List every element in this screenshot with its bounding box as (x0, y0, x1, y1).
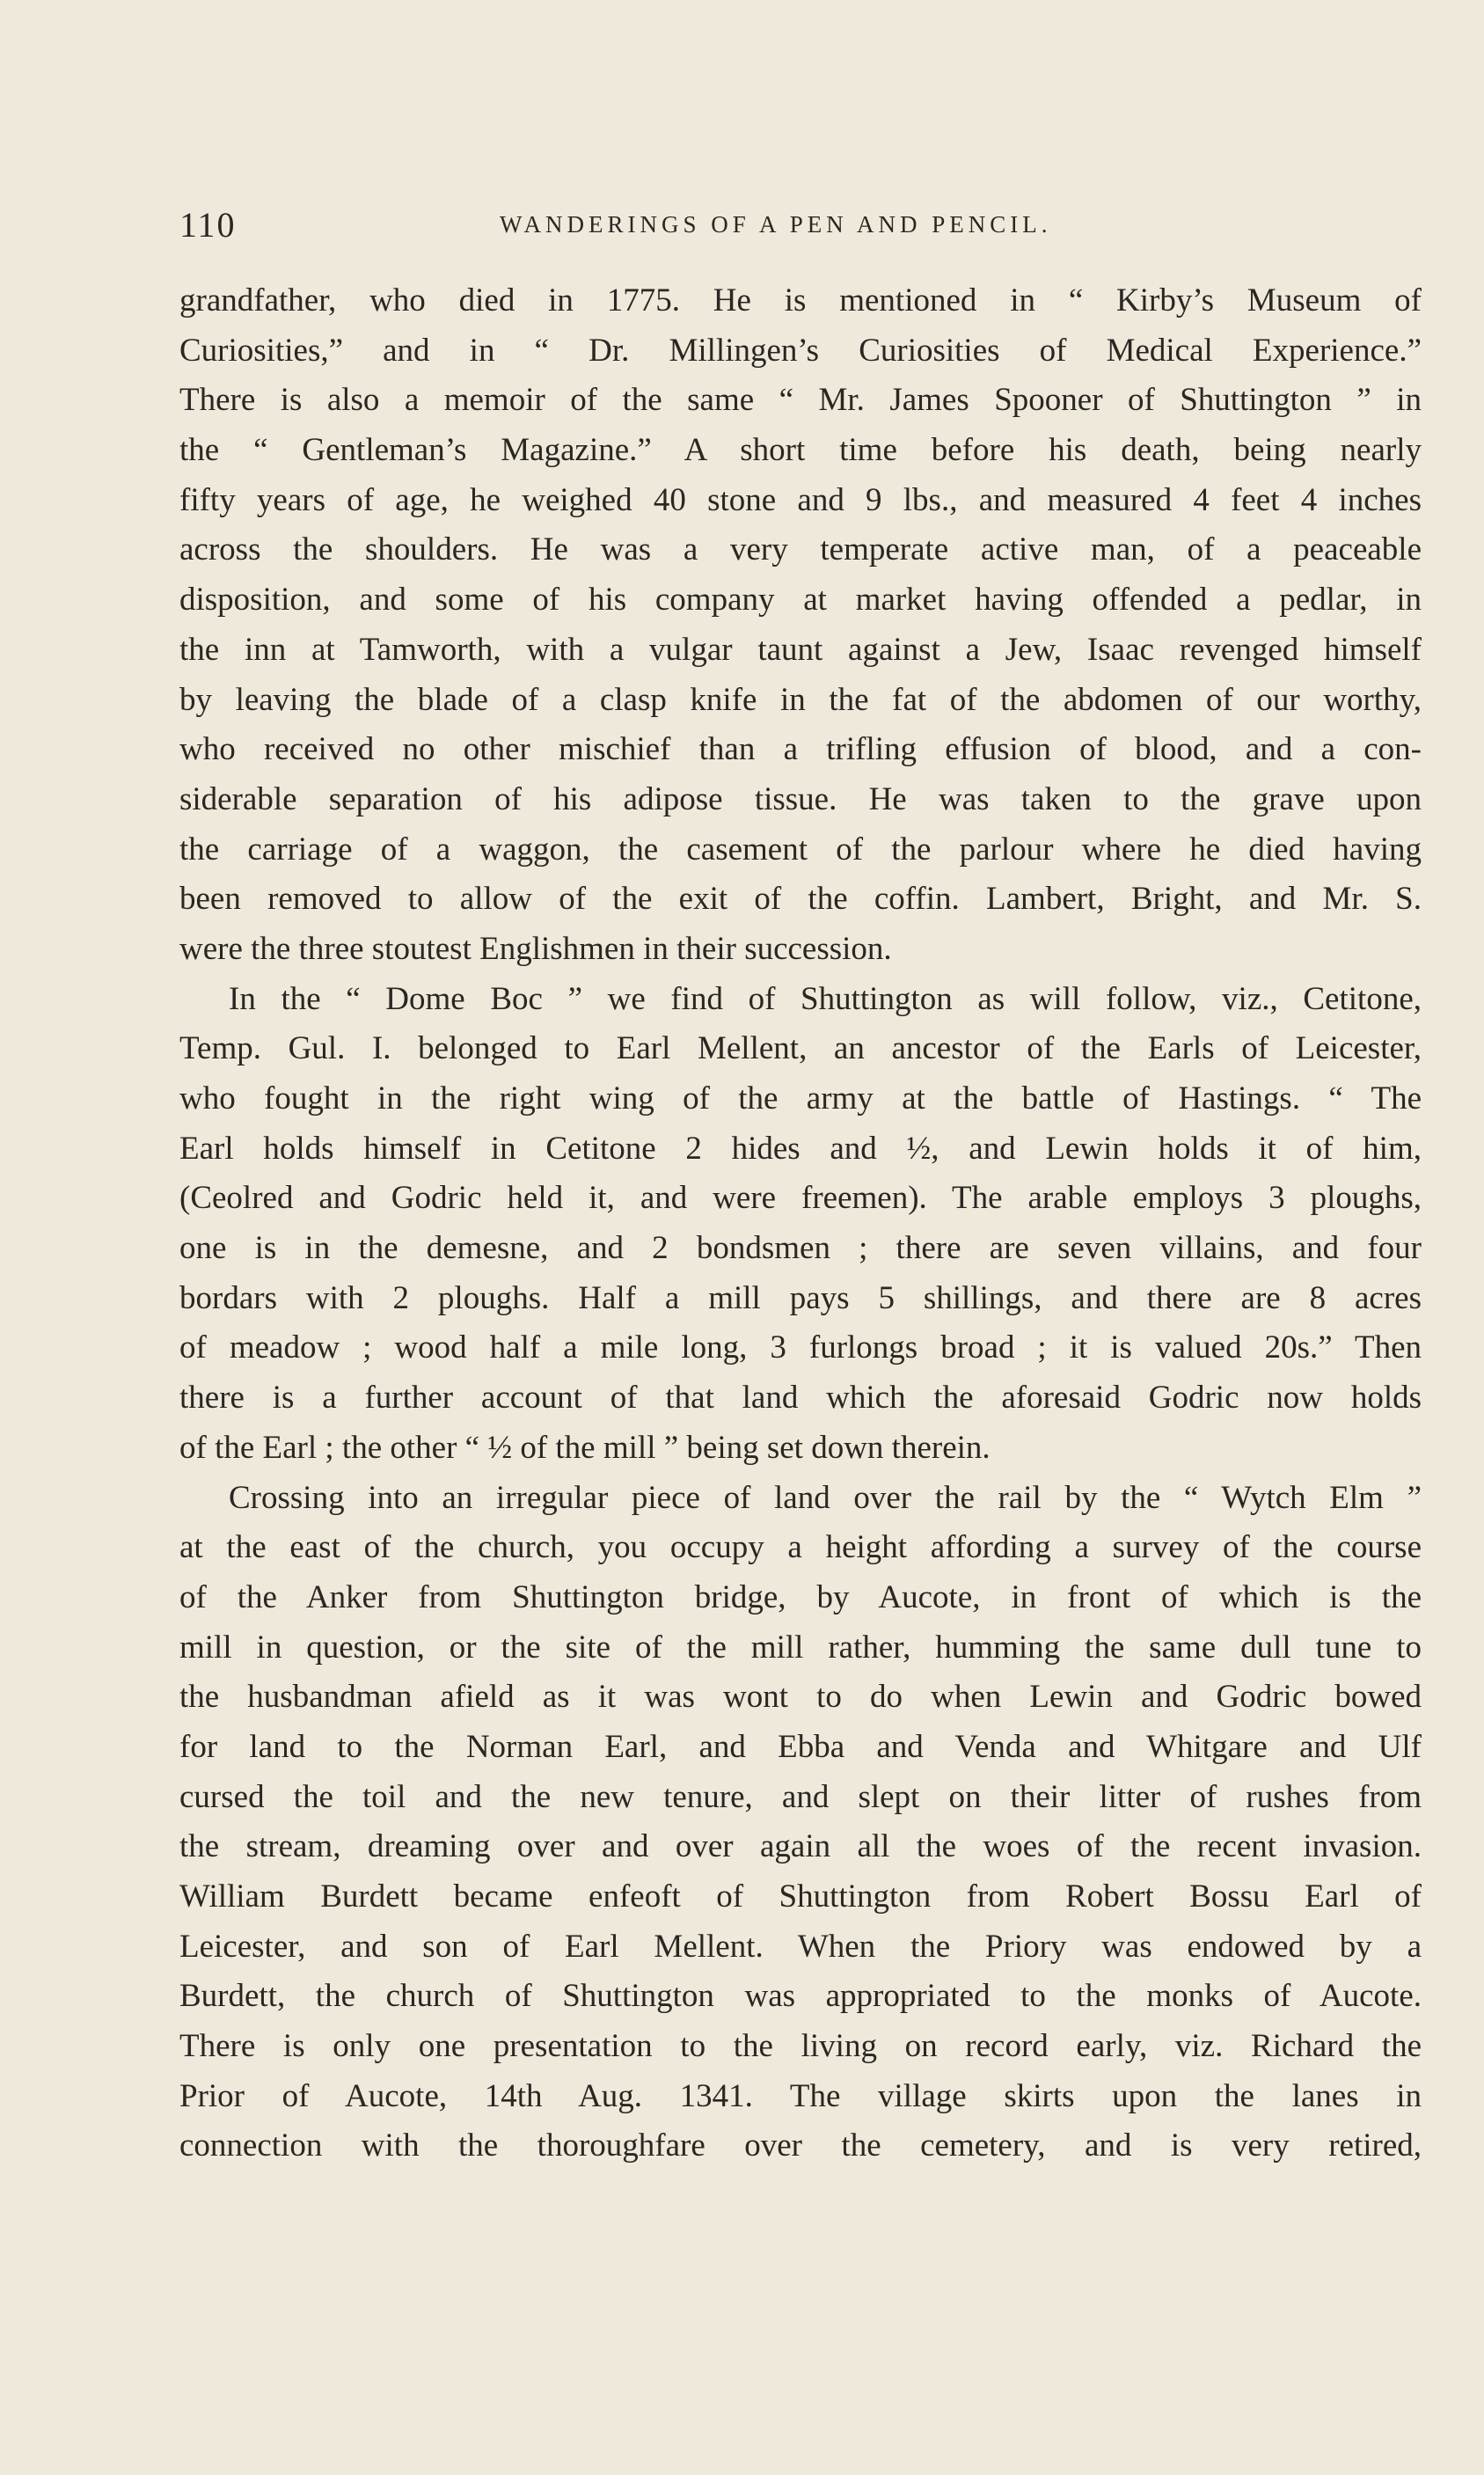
text-line: There is also a memoir of the same “ Mr. James Spooner of Shuttington ” in (179, 382, 1422, 419)
text-line: the inn at Tamworth, with a vulgar taunt against a Jew, Isaac revenged himself (179, 631, 1422, 668)
text-line: (Ceolred and Godric held it, and were freemen). The arable employs 3 ploughs, (179, 1180, 1422, 1217)
text-line: Leicester, and son of Earl Mellent. When the Priory was endowed by a (179, 1928, 1422, 1965)
text-line: In the “ Dome Boc ” we find of Shuttington as will follow, viz., Cetitone, (229, 980, 1422, 1017)
text-line: there is a further account of that land which the aforesaid Godric now holds (179, 1380, 1422, 1417)
text-line: Burdett, the church of Shuttington was appropriated to the monks of Aucote. (179, 1978, 1422, 2015)
text-line: bordars with 2 ploughs. Half a mill pays 5 shillings, and there are 8 acres (179, 1279, 1422, 1316)
body-text (179, 276, 1422, 2171)
text-line: the husbandman afield as it was wont to do when Lewin and Godric bowed (179, 1679, 1422, 1716)
text-line: disposition, and some of his company at market having offended a pedlar, in (179, 582, 1422, 619)
text-line: Temp. Gul. I. belonged to Earl Mellent, an ancestor of the Earls of Leicester, (179, 1030, 1422, 1067)
text-line: grandfather, who died in 1775. He is mentioned in “ Kirby’s Museum of (179, 282, 1422, 319)
text-line: of the Earl ; the other “ ½ of the mill ” being set down therein. (179, 1429, 991, 1466)
text-line: one is in the demesne, and 2 bondsmen ; there are seven villains, and four (179, 1230, 1422, 1267)
text-line: for land to the Norman Earl, and Ebba and Venda and Whitgare and Ulf (179, 1728, 1422, 1765)
text-line: the stream, dreaming over and over again all the woes of the recent invasion. (179, 1828, 1422, 1865)
text-line: Curiosities,” and in “ Dr. Millingen’s Curiosities of Medical Experience.” (179, 332, 1422, 369)
text-line: across the shoulders. He was a very temperate active man, of a peaceable (179, 531, 1422, 568)
text-line: siderable separation of his adipose tissue. He was taken to the grave upon (179, 780, 1422, 817)
running-title: WANDERINGS OF A PEN AND PENCIL. (500, 211, 1052, 238)
text-line: of the Anker from Shuttington bridge, by Aucote, in front of which is the (179, 1578, 1422, 1615)
text-line: Prior of Aucote, 14th Aug. 1341. The village skirts upon the lanes in (179, 2077, 1422, 2114)
text-line: William Burdett became enfeoft of Shuttington from Robert Bossu Earl of (179, 1878, 1422, 1915)
text-line: the carriage of a waggon, the casement of the parlour where he died having (179, 831, 1422, 868)
text-line: fifty years of age, he weighed 40 stone and 9 lbs., and measured 4 feet 4 inches (179, 481, 1422, 518)
page-number: 110 (179, 205, 237, 245)
text-line: been removed to allow of the exit of the coffin. Lambert, Bright, and Mr. S. (179, 881, 1422, 918)
text-line: who received no other mischief than a trifling effusion of blood, and a con- (179, 731, 1422, 768)
text-line: the “ Gentleman’s Magazine.” A short time before his death, being nearly (179, 432, 1422, 469)
text-line: cursed the toil and the new tenure, and slept on their litter of rushes from (179, 1778, 1422, 1815)
text-line: mill in question, or the site of the mill rather, humming the same dull tune to (179, 1629, 1422, 1666)
page-header (179, 204, 1422, 250)
text-line: connection with the thoroughfare over the cemetery, and is very retired, (179, 2127, 1422, 2164)
text-line: Earl holds himself in Cetitone 2 hides and ½, and Lewin holds it of him, (179, 1130, 1422, 1167)
text-line: were the three stoutest Englishmen in their succession. (179, 930, 892, 967)
text-line: There is only one presentation to the living on record early, viz. Richard the (179, 2028, 1422, 2065)
text-line: by leaving the blade of a clasp knife in the fat of the abdomen of our worthy, (179, 681, 1422, 718)
text-line: at the east of the church, you occupy a height affording a survey of the course (179, 1529, 1422, 1566)
text-line: Crossing into an irregular piece of land over the rail by the “ Wytch Elm ” (229, 1479, 1422, 1516)
text-line: who fought in the right wing of the army at the battle of Hastings. “ The (179, 1080, 1422, 1117)
text-line: of meadow ; wood half a mile long, 3 furlongs broad ; it is valued 20s.” Then (179, 1329, 1422, 1366)
